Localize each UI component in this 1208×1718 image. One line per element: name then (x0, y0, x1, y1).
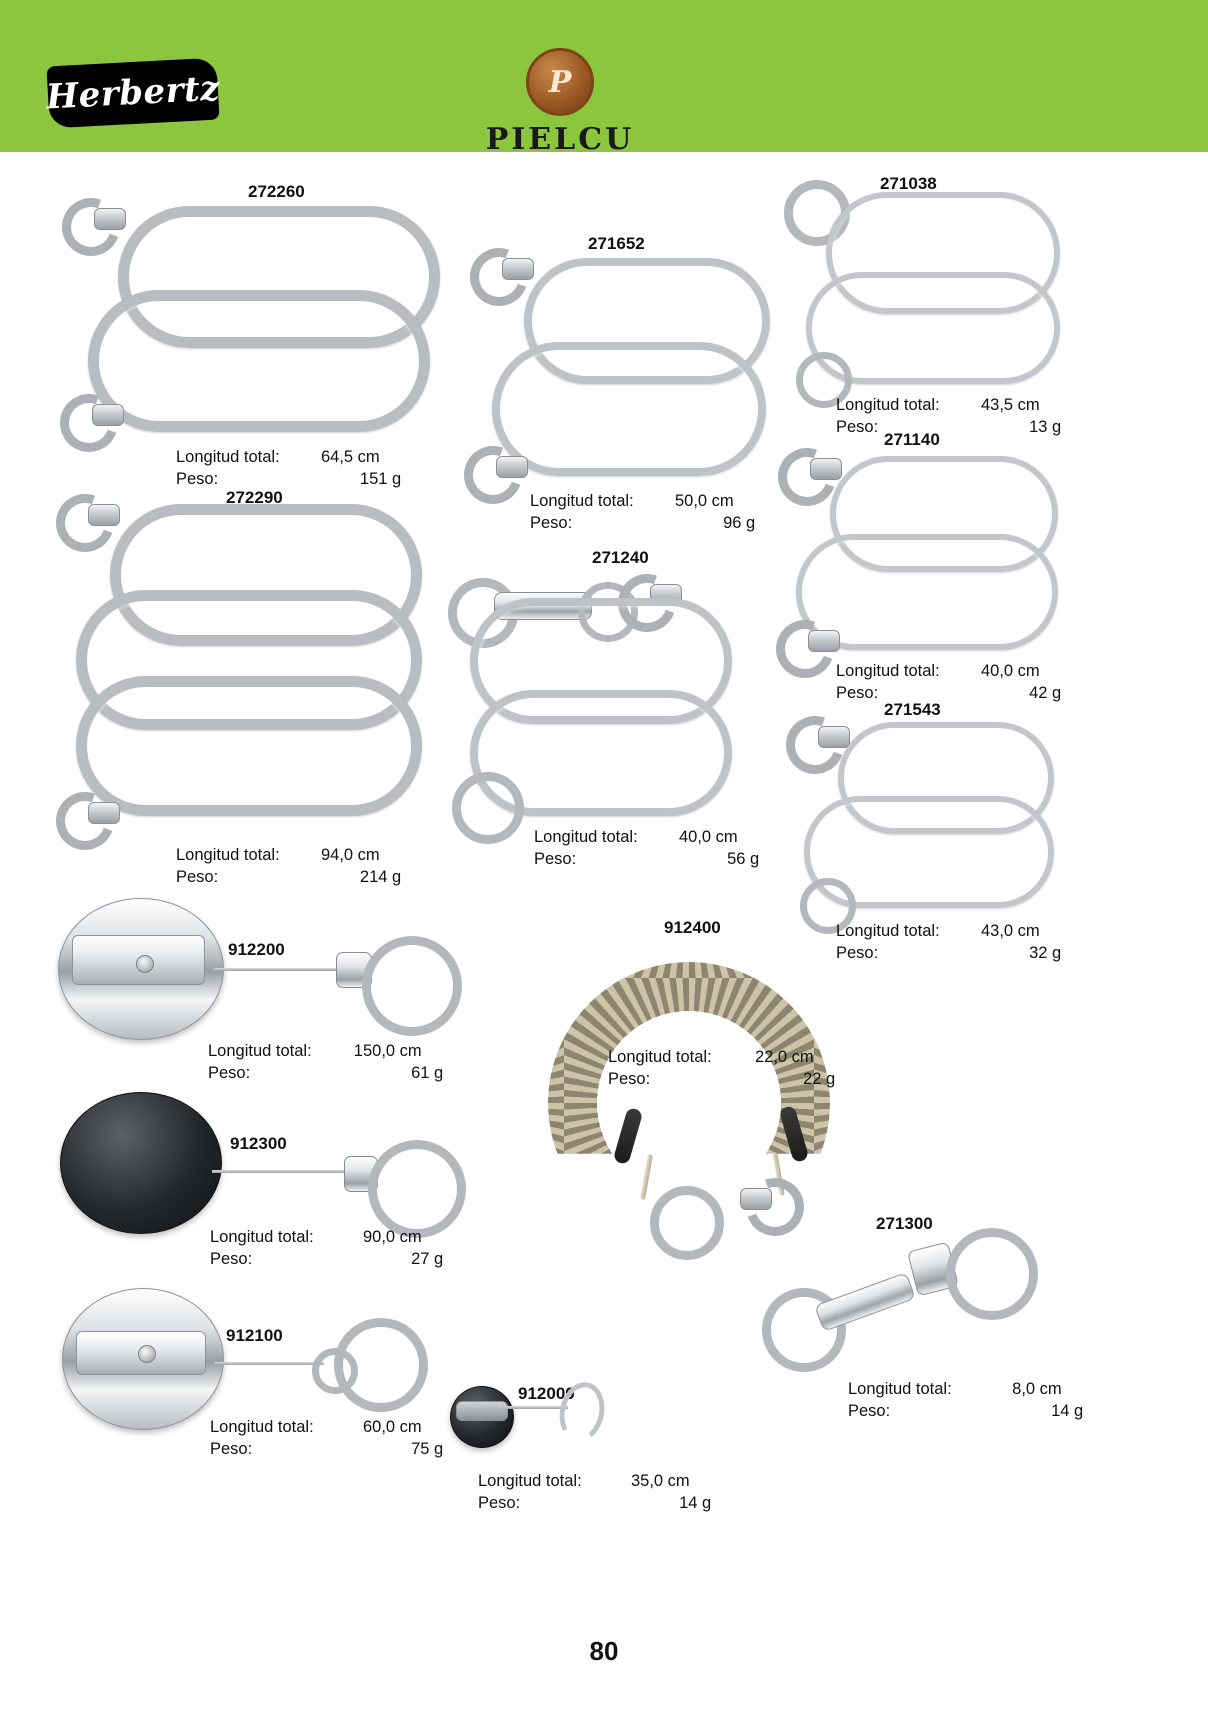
product-code-912000: 912000 (518, 1384, 575, 1403)
weight-label: Peso: (210, 1250, 253, 1269)
length-label: Longitud total: (836, 662, 940, 680)
cord-line (640, 1154, 653, 1200)
weight-value: 14 g (679, 1494, 712, 1513)
product-code-271543: 271543 (884, 700, 941, 719)
length-value: 94,0 cm (320, 846, 380, 864)
clasp-icon (470, 246, 532, 292)
product-specs-271038 (836, 394, 1061, 439)
length-value: 35,0 cm (630, 1472, 690, 1490)
length-value: 60,0 cm (362, 1418, 422, 1436)
clasp-icon (742, 1176, 804, 1222)
length-value: 90,0 cm (362, 1228, 422, 1246)
reel-body-icon (62, 1288, 224, 1430)
weight-label: Peso: (208, 1064, 251, 1083)
product-specs-271543 (836, 920, 1061, 965)
length-label: Longitud total: (836, 396, 940, 414)
product-specs-271652 (530, 490, 755, 535)
length-label: Longitud total: (210, 1418, 314, 1436)
product-specs-271300 (848, 1378, 1083, 1423)
weight-value: 42 g (1029, 684, 1062, 703)
product-code-271038: 271038 (880, 174, 937, 193)
chain-segment (88, 290, 430, 432)
weight-label: Peso: (608, 1070, 651, 1089)
split-ring-icon (946, 1228, 1038, 1320)
chain-segment (492, 342, 766, 476)
weight-label: Peso: (210, 1440, 253, 1459)
length-label: Longitud total: (608, 1048, 712, 1066)
herbertz-logo-text: Herbertz (45, 68, 221, 118)
cable-line (212, 1170, 352, 1173)
weight-value: 75 g (411, 1440, 444, 1459)
product-code-912100: 912100 (226, 1326, 283, 1345)
reel-body-icon (60, 1092, 222, 1234)
length-value: 64,5 cm (320, 448, 380, 466)
length-label: Longitud total: (176, 448, 280, 466)
weight-value: 32 g (1029, 944, 1062, 963)
length-label: Longitud total: (176, 846, 280, 864)
clasp-icon (778, 446, 840, 492)
clasp-icon (60, 392, 122, 438)
length-value: 8,0 cm (1012, 1380, 1062, 1398)
clasp-icon (464, 444, 526, 490)
weight-value: 22 g (803, 1070, 836, 1089)
weight-label: Peso: (478, 1494, 521, 1513)
product-specs-271140 (836, 660, 1061, 705)
length-label: Longitud total: (208, 1042, 312, 1060)
product-code-271300: 271300 (876, 1214, 933, 1233)
product-specs-912200 (208, 1040, 443, 1085)
length-value: 50,0 cm (674, 492, 734, 510)
weight-value: 13 g (1029, 418, 1062, 437)
product-code-271652: 271652 (588, 234, 645, 253)
weight-label: Peso: (530, 514, 573, 533)
weight-value: 151 g (359, 470, 402, 489)
length-value: 40,0 cm (980, 662, 1040, 680)
length-value: 150,0 cm (353, 1042, 422, 1060)
product-specs-912300 (210, 1226, 443, 1271)
split-ring-icon (650, 1186, 724, 1260)
length-label: Longitud total: (836, 922, 940, 940)
clasp-icon (776, 618, 838, 664)
clasp-icon (62, 196, 124, 242)
length-value: 43,0 cm (980, 922, 1040, 940)
clasp-icon (786, 714, 848, 760)
weight-label: Peso: (534, 850, 577, 869)
split-ring-icon (368, 1140, 466, 1238)
cable-line (506, 1406, 568, 1409)
clasp-icon (56, 492, 118, 538)
weight-value: 56 g (727, 850, 760, 869)
product-specs-272290 (176, 844, 401, 889)
split-ring-icon (362, 936, 462, 1036)
split-ring-icon (452, 772, 524, 844)
weight-label: Peso: (836, 418, 879, 437)
weight-value: 61 g (411, 1064, 444, 1083)
weight-value: 96 g (723, 514, 756, 533)
reel-body-icon (58, 898, 224, 1040)
split-ring-icon (334, 1318, 428, 1412)
cable-line (214, 968, 350, 971)
length-label: Longitud total: (478, 1472, 582, 1490)
weight-value: 214 g (359, 868, 402, 887)
header-band (0, 0, 1208, 157)
pielcu-logo-text: PIELCU (485, 122, 635, 157)
length-label: Longitud total: (534, 828, 638, 846)
product-specs-272260 (176, 446, 401, 491)
product-specs-912000 (478, 1470, 711, 1515)
cable-line (214, 1362, 324, 1365)
product-code-912400: 912400 (664, 918, 721, 937)
chain-segment (76, 676, 422, 816)
length-label: Longitud total: (530, 492, 634, 510)
weight-label: Peso: (176, 470, 219, 489)
product-code-271140: 271140 (884, 430, 940, 449)
pielcu-logo (480, 48, 640, 157)
weight-label: Peso: (836, 684, 879, 703)
product-code-272260: 272260 (248, 182, 305, 201)
herbertz-logo (46, 58, 219, 129)
pielcu-medal-icon (526, 48, 594, 116)
weight-label: Peso: (848, 1402, 891, 1421)
length-value: 22,0 cm (754, 1048, 814, 1066)
clasp-icon (56, 790, 118, 836)
weight-value: 14 g (1051, 1402, 1084, 1421)
product-specs-271240 (534, 826, 759, 871)
length-label: Longitud total: (210, 1228, 314, 1246)
length-label: Longitud total: (848, 1380, 952, 1398)
length-value: 40,0 cm (678, 828, 738, 846)
weight-label: Peso: (836, 944, 879, 963)
weight-label: Peso: (176, 868, 219, 887)
quick-release-icon (814, 1272, 916, 1332)
product-code-272290: 272290 (226, 488, 283, 507)
reel-body-icon (450, 1386, 514, 1448)
page-number: 80 (589, 1636, 619, 1666)
product-code-912300: 912300 (230, 1134, 287, 1153)
product-specs-912100 (210, 1416, 443, 1461)
weight-value: 27 g (411, 1250, 444, 1269)
product-code-912200: 912200 (228, 940, 285, 959)
product-code-271240: 271240 (592, 548, 649, 567)
product-specs-912400 (608, 1046, 835, 1091)
length-value: 43,5 cm (980, 396, 1040, 414)
pielcu-monogram: P (548, 64, 572, 100)
